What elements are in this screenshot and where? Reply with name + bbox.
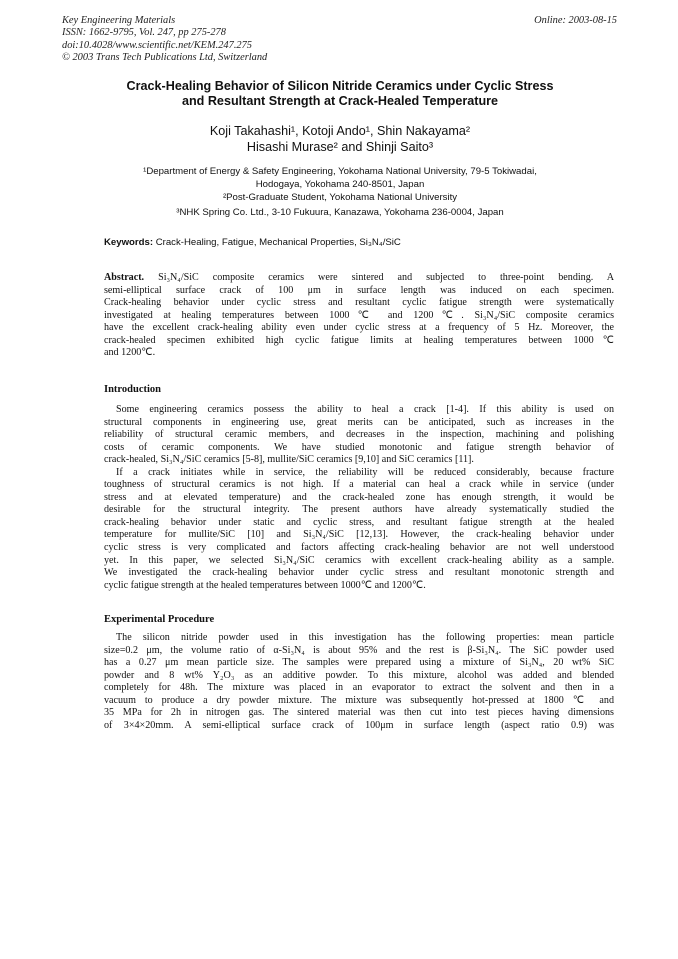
abstract-label: Abstract. [104,272,145,283]
keywords [104,237,624,249]
affiliation-1 [80,166,600,191]
abstract-line: Abstract. Si₃N₄/SiC composite ceramics were sintered and subjected to three-point bending. A [104,272,615,283]
intro-line: toughness of structural ceramics is not high. If a material can heal a crack while in service (under [104,479,614,491]
abstract-line: and 1200℃. [104,347,156,359]
experimental-line: 35 MPa for 2h in nitrogen gas. The sintered material was then cut into test pieces having dimensions [104,707,614,719]
abstract-line: Crack-healing behavior under cyclic stress and resultant cyclic fatigue strength were systematically [104,297,614,309]
abstract-line: investigated at healing temperatures between 1000℃ and 1200℃. Si₃N₄/SiC composite ceramics [104,309,614,321]
experimental-body [104,632,614,732]
intro-line: cyclic fatigue strength at the healed temperatures between 1000℃ and 1200℃. [104,579,426,591]
abstract [104,272,614,360]
doi: doi:10.4028/www.scientific.net/KEM.247.275 [62,39,252,51]
authors-line-1: Koji Takahashi¹, Kotoji Ando¹, Shin Nakayama² [209,124,471,138]
keywords-text: Crack-Healing, Fatigue, Mechanical Properties, Si₃N₄/SiC [155,237,401,248]
intro-line: cyclic stress is very complicated and factors affecting crack-healing behavior are not well understood [104,542,614,554]
experimental-line: size=0.2 μm, the volume ratio of α-Si₃N₄ is about 95% and the rest is β-Si₃N₄. The SiC powder used [104,644,614,656]
experimental-line: completely for 48h. The mixture was placed in an evaporator to extract the solvent and then in a [104,682,614,694]
intro-line: If a crack initiates while in service, the reliability will be reduced considerably, because fracture [116,466,614,478]
affiliation-3: ³NHK Spring Co. Ltd., 3-10 Fukuura, Kanazawa, Yokohama 236-0004, Japan [176,207,504,218]
experimental-line: The silicon nitride powder used in this investigation has the following properties: mean particle [116,632,614,643]
introduction-heading: Introduction [104,384,161,395]
intro-line: temperature for mullite/SiC [10] and Si₃N₄/SiC [12,13]. However, the crack-healing behavior under [104,529,614,541]
abstract-line: crack-healed specimen exhibited high cyclic fatigue limits at healing temperatures between 1000℃ [104,334,614,346]
online-date: Online: 2003-08-15 [534,15,617,26]
journal-header [62,15,617,64]
authors-line-2: Hisashi Murase² and Shinji Saito³ [246,139,434,154]
title-line-2: and Resultant Strength at Crack-Healed Temperature [181,94,499,108]
journal-name: Key Engineering Materials [62,15,176,26]
experimental-line: has a 0.27 μm mean particle size. The samples were prepared using a mixture of Si₃N₄, 20 wt% SiC [104,657,614,669]
experimental-line: vacuum to produce a dry powder mixture. The mixture was subsequently hot-pressed at 1800 ℃ and [104,694,614,706]
intro-line: structural components in engineering use, great merits can be anticipated, such as increases in the [104,416,614,428]
introduction-body [104,404,614,592]
intro-line: crack-healed, Si₃N₄/SiC ceramics [5-8], mullite/SiC ceramics [9,10] and SiC ceramics [11]. [104,454,474,466]
issn: ISSN: 1662-9795, Vol. 247, pp 275-278 [62,27,226,39]
copyright: © 2003 Trans Tech Publications Ltd, Switzerland [62,51,268,63]
affiliation-1-line-2: Hodogaya, Yokohama 240-8501, Japan [255,178,425,190]
intro-line: stress and at elevated temperature) and the crack-healed zone has enough strength, it would be [104,491,614,503]
experimental-line: powder and 8 wt% Y₂O₃ as an additive powder. To this mixture, alcohol was added and blended [104,669,614,681]
experimental-heading: Experimental Procedure [104,614,215,625]
intro-line: costs of ceramic components. We have studied monotonic and fatigue strength behavior of [104,441,614,453]
abstract-line: semi-elliptical surface crack of 100 μm in surface length was induced on each specimen. [104,284,614,296]
intro-line: We investigated the crack-healing behavior under cyclic stress and resultant monotonic strength and [104,567,614,579]
title-line-1: Crack-Healing Behavior of Silicon Nitride Ceramics under Cyclic Stress [126,79,554,93]
abstract-line: have the excellent crack-healing ability even under cyclic stress at a frequency of 5 Hz. Moreover, the [104,322,614,334]
intro-line: crack-healing behavior under static and cyclic stress, and resultant fatigue strength at the healed [104,516,614,528]
affiliation-1-line-1: ¹Department of Energy & Safety Engineering, Yokohama National University, 79-5 Tokiwadai, [143,166,537,177]
intro-line: Some engineering ceramics possess the ability to heal a crack [1-4]. If this ability is used on [116,404,614,415]
author-list [80,124,600,155]
intro-line: reliability of structural ceramic members, and decreases in the inspection, machining and polishing [104,429,614,441]
intro-line: desirable for the structural integrity. The present authors have already systematically studied the [104,504,614,516]
paper-title [80,79,600,109]
experimental-line: of 3×4×20mm. A semi-elliptical surface crack of 100μm in surface length (aspect ratio 0.9) was [104,719,614,731]
intro-line: yet. In this paper, we selected Si₃N₄/SiC ceramics with excellent crack-healing ability as a sample. [104,554,614,566]
keywords-label: Keywords: [104,237,154,248]
affiliation-2: ²Post-Graduate Student, Yokohama National University [222,192,458,203]
